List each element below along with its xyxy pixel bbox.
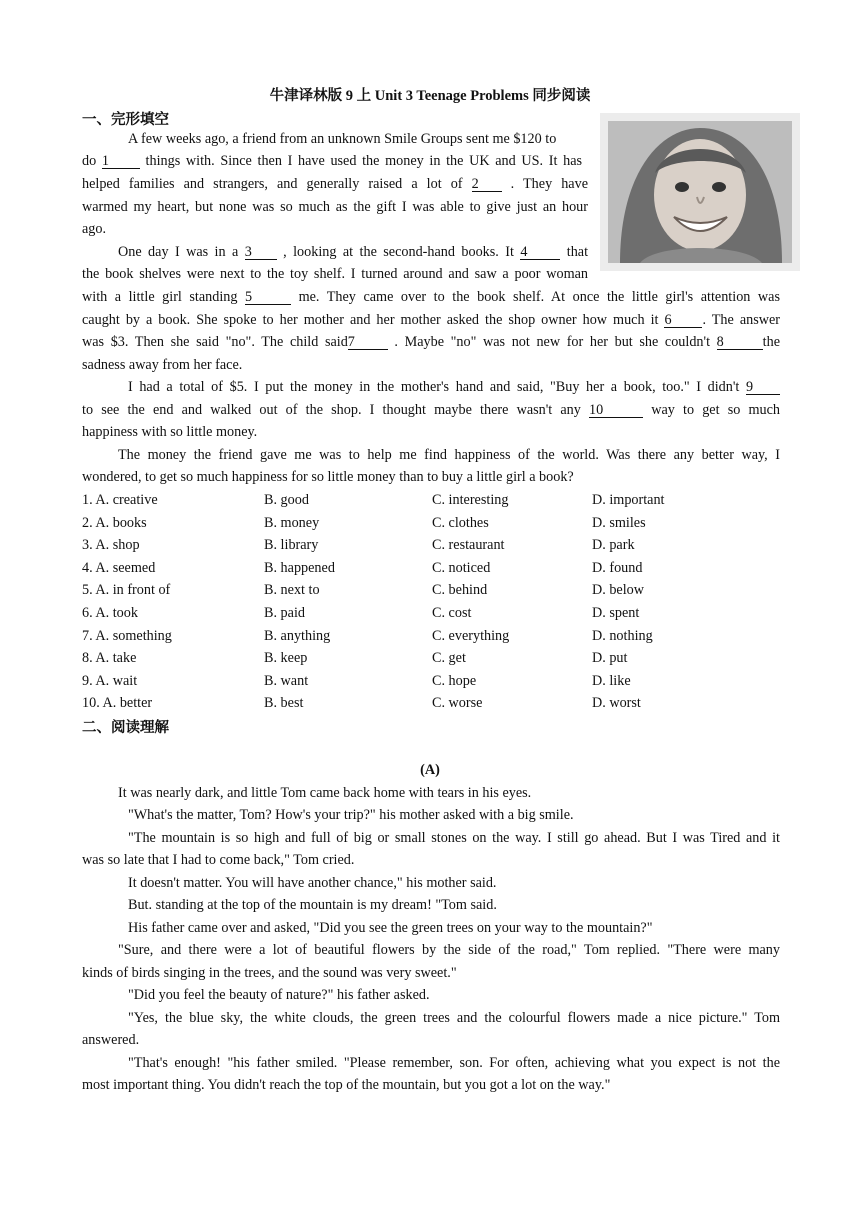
option-3-D: D. park xyxy=(592,537,635,554)
cloze-line-2: do 1 things with. Since then I have used the money in the UK and US. It has xyxy=(82,153,583,169)
passage-a-p10b: most important thing. You didn't reach the top of the mountain, but you got a lot on the way." xyxy=(82,1077,611,1093)
option-10-A: 10. A. better xyxy=(82,695,153,712)
option-2-B: B. money xyxy=(264,514,320,531)
passage-a-p3a: "The mountain is so high and full of big or small stones on the way. I still go ahead. But I was Tired and it xyxy=(128,830,780,846)
blank-8: 8 xyxy=(717,335,763,350)
option-3-B: B. library xyxy=(264,537,319,554)
blank-7: 7 xyxy=(348,335,388,350)
girl-photo-illustration xyxy=(600,113,800,271)
option-8-C: C. get xyxy=(432,650,466,667)
option-7-A: 7. A. something xyxy=(82,627,172,644)
passage-a-p7b: kinds of birds singing in the trees, and the sound was very sweet." xyxy=(82,965,457,981)
blank-6: 6 xyxy=(664,313,702,328)
cloze-line-10: was $3. Then she said "no". The child said7 . Maybe "no" was not new for her but she couldn't 8 the xyxy=(82,334,780,350)
option-1-A: 1. A. creative xyxy=(82,492,158,508)
option-3-C: C. restaurant xyxy=(432,537,505,554)
option-9-A: 9. A. wait xyxy=(82,672,138,689)
option-4-C: C. noticed xyxy=(432,559,491,576)
option-1-C: C. interesting xyxy=(432,492,509,508)
cloze-line-16: wondered, to get so much happiness for so little money than to buy a little girl a book? xyxy=(82,469,574,485)
passage-a-p3b: was so late that I had to come back," Tom cried. xyxy=(82,852,355,868)
option-10-D: D. worst xyxy=(592,695,641,712)
blank-3: 3 xyxy=(245,245,277,260)
passage-a-p10a: "That's enough! "his father smiled. "Please remember, son. For often, achieving what you expect is not the xyxy=(128,1055,780,1071)
blank-9: 9 xyxy=(746,380,780,395)
cloze-line-7: the book shelves were next to the toy shelf. I turned around and saw a poor woman xyxy=(82,266,588,282)
section-reading-heading: 二、阅读理解 xyxy=(82,720,169,736)
option-6-C: C. cost xyxy=(432,605,472,621)
option-8-D: D. put xyxy=(592,650,628,667)
passage-a-p9b: answered. xyxy=(82,1032,140,1048)
option-5-A: 5. A. in front of xyxy=(82,582,171,599)
blank-10: 10 xyxy=(589,403,643,418)
girl-photo xyxy=(600,113,800,271)
cloze-line-15: The money the friend gave me was to help me find happiness of the world. Was there any better way, I xyxy=(118,447,780,463)
passage-a-p8: "Did you feel the beauty of nature?" his father asked. xyxy=(128,987,430,1003)
cloze-line-4: warmed my heart, but none was so much as the gift I was able to give just an hour xyxy=(82,199,588,215)
option-8-B: B. keep xyxy=(264,650,308,667)
cloze-line-11: sadness away from her face. xyxy=(82,357,243,373)
cloze-line-12: I had a total of $5. I put the money in the mother's hand and said, "Buy her a book, too." I didn't 9 xyxy=(128,378,780,396)
cloze-line-14: happiness with so little money. xyxy=(82,424,258,440)
option-2-C: C. clothes xyxy=(432,514,489,531)
option-10-C: C. worse xyxy=(432,695,483,712)
option-1-B: B. good xyxy=(264,492,309,508)
blank-5: 5 xyxy=(245,290,291,305)
option-5-C: C. behind xyxy=(432,582,488,599)
blank-2: 2 xyxy=(472,177,502,192)
cloze-line-1: A few weeks ago, a friend from an unknown Smile Groups sent me $120 to xyxy=(128,131,557,147)
option-4-B: B. happened xyxy=(264,559,335,576)
option-9-C: C. hope xyxy=(432,672,477,689)
passage-a-label: (A) xyxy=(420,762,440,778)
cloze-line-13: to see the end and walked out of the shop. I thought maybe there wasn't any 10 way to get so much xyxy=(82,402,781,418)
page-title: 牛津译林版 9 上 Unit 3 Teenage Problems 同步阅读 xyxy=(269,88,591,104)
passage-a-p2: "What's the matter, Tom? How's your trip?" his mother asked with a big smile. xyxy=(128,807,574,823)
option-5-D: D. below xyxy=(592,582,645,599)
cloze-line-6: One day I was in a 3 , looking at the second-hand books. It 4 that xyxy=(118,244,589,260)
option-10-B: B. best xyxy=(264,695,304,712)
option-9-D: D. like xyxy=(592,672,631,689)
cloze-line-8: with a little girl standing 5 me. They came over to the book shelf. At once the little girl's attention was xyxy=(82,289,780,305)
option-7-C: C. everything xyxy=(432,627,510,644)
option-6-D: D. spent xyxy=(592,605,640,621)
section-cloze-heading: 一、完形填空 xyxy=(82,112,169,128)
option-9-B: B. want xyxy=(264,672,309,689)
option-5-B: B. next to xyxy=(264,582,320,599)
cloze-line-9: caught by a book. She spoke to her mother and her mother asked the shop owner how much it 6 . The answer xyxy=(82,312,780,328)
passage-a-p9a: "Yes, the blue sky, the white clouds, the green trees and the colourful flowers made a nice picture." Tom xyxy=(128,1010,780,1026)
option-8-A: 8. A. take xyxy=(82,650,137,667)
passage-a-p4: It doesn't matter. You will have another chance," his mother said. xyxy=(128,875,497,891)
option-2-A: 2. A. books xyxy=(82,514,147,531)
passage-a-p7a: "Sure, and there were a lot of beautiful flowers by the side of the road," Tom replied. "There were many xyxy=(118,942,780,958)
option-6-A: 6. A. took xyxy=(82,605,138,621)
cloze-line-5: ago. xyxy=(82,221,107,237)
option-7-B: B. anything xyxy=(264,627,331,644)
passage-a-p5: But. standing at the top of the mountain is my dream! "Tom said. xyxy=(128,897,497,913)
option-6-B: B. paid xyxy=(264,605,305,621)
blank-4: 4 xyxy=(520,245,560,260)
passage-a-p1: It was nearly dark, and little Tom came back home with tears in his eyes. xyxy=(118,785,532,801)
option-3-A: 3. A. shop xyxy=(82,537,140,554)
option-4-D: D. found xyxy=(592,559,643,576)
option-7-D: D. nothing xyxy=(592,627,653,644)
option-4-A: 4. A. seemed xyxy=(82,559,156,576)
passage-a-p6: His father came over and asked, "Did you see the green trees on your way to the mountain?" xyxy=(128,920,653,936)
option-1-D: D. important xyxy=(592,492,665,508)
option-2-D: D. smiles xyxy=(592,514,646,531)
blank-1: 1 xyxy=(102,154,140,169)
cloze-line-3: helped families and strangers, and generally raised a lot of 2 . They have xyxy=(82,176,588,192)
